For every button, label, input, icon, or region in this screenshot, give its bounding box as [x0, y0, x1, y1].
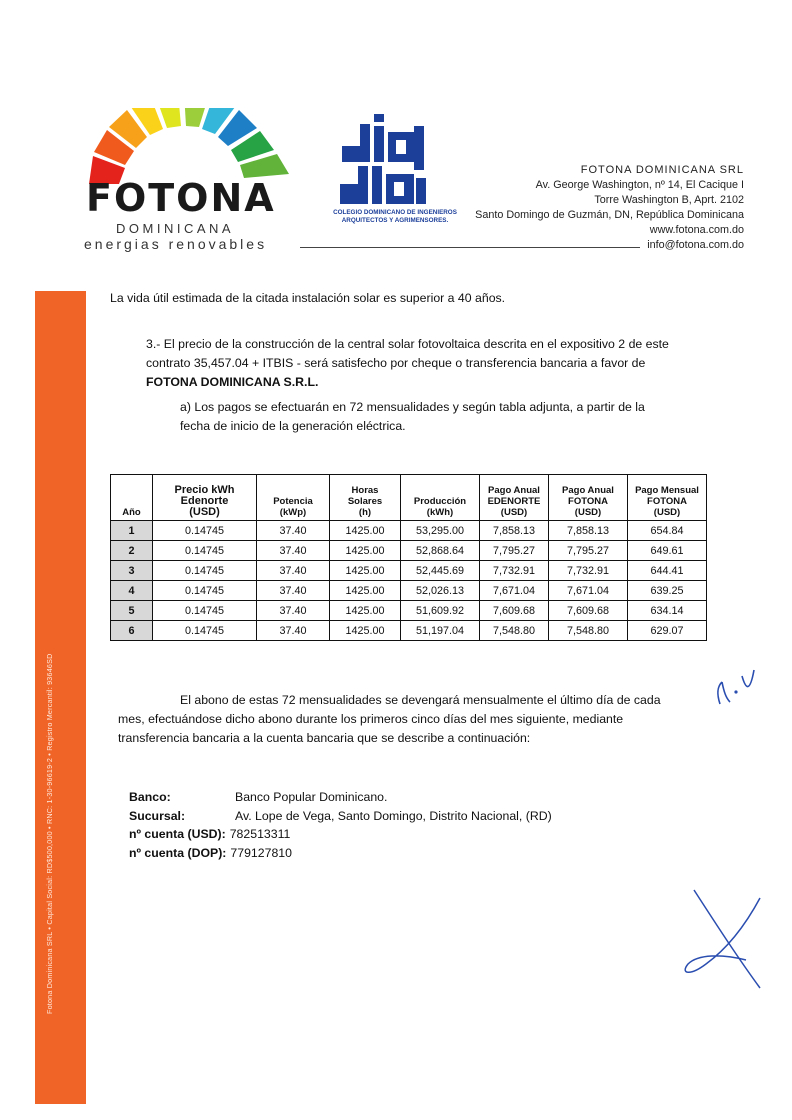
col-annual-fotona: Pago Anual FOTONA (USD) — [549, 475, 628, 521]
paragraph-price-company: FOTONA DOMINICANA S.R.L. — [146, 375, 319, 389]
cell-monthly-fotona: 629.07 — [628, 621, 707, 641]
cell-annual-edenorte: 7,671.04 — [480, 581, 549, 601]
company-email: info@fotona.com.do — [647, 239, 744, 251]
bank-row — [129, 788, 552, 807]
usd-account-value: 782513311 — [229, 827, 291, 841]
col-monthly-fotona: Pago Mensual FOTONA (USD) — [628, 475, 707, 521]
cell-year: 4 — [111, 581, 153, 601]
bank-label: Banco: — [129, 790, 171, 804]
cell-monthly-fotona: 649.61 — [628, 541, 707, 561]
paragraph-price — [146, 335, 669, 392]
cell-price: 0.14745 — [153, 621, 257, 641]
cell-year: 5 — [111, 601, 153, 621]
cross-signature-icon — [676, 884, 776, 994]
cell-annual-fotona: 7,732.91 — [549, 561, 628, 581]
paragraph-payments — [180, 398, 645, 436]
usd-account-label: nº cuenta (USD): — [129, 827, 226, 841]
table-row — [111, 541, 707, 561]
seal-caption-1: COLEGIO DOMINICANO DE INGENIEROS — [333, 209, 457, 216]
table-row — [111, 601, 707, 621]
company-website: www.fotona.com.do — [649, 224, 744, 236]
cell-power: 37.40 — [257, 601, 330, 621]
paragraph-monthly-line-2: mes, efectuándose dicho abono durante los primeros cinco días del mes siguiente, mediante — [118, 712, 624, 726]
cell-production: 52,868.64 — [401, 541, 480, 561]
initials-signature-icon — [706, 662, 766, 712]
address-line-3: Santo Domingo de Guzmán, DN, República Dominicana — [475, 209, 744, 221]
brand-word: FOTONA — [86, 176, 276, 220]
paragraph-monthly-line-3: transferencia bancaria a la cuenta bancaria que se describe a continuación: — [118, 731, 531, 745]
cell-annual-edenorte: 7,858.13 — [480, 521, 549, 541]
cell-production: 53,295.00 — [401, 521, 480, 541]
dop-account-row — [129, 844, 552, 863]
paragraph-lifetime: La vida útil estimada de la citada instalación solar es superior a 40 años. — [110, 291, 506, 305]
bank-value: Banco Popular Dominicano. — [235, 790, 388, 804]
cell-hours: 1425.00 — [330, 601, 401, 621]
col-hours: Horas Solares (h) — [330, 475, 401, 521]
table-row — [111, 521, 707, 541]
table-row — [111, 621, 707, 641]
cell-monthly-fotona: 644.41 — [628, 561, 707, 581]
cell-hours: 1425.00 — [330, 541, 401, 561]
col-power: Potencia (kWp) — [257, 475, 330, 521]
cell-price: 0.14745 — [153, 581, 257, 601]
cell-production: 52,026.13 — [401, 581, 480, 601]
cell-power: 37.40 — [257, 561, 330, 581]
paragraph-price-line-2: contrato 35,457.04 + ITBIS - será satisfecho por cheque o transferencia bancaria a favor de — [146, 356, 646, 370]
bank-details — [129, 788, 552, 862]
cell-annual-edenorte: 7,609.68 — [480, 601, 549, 621]
paragraph-payments-line-2: fecha de inicio de la generación eléctrica. — [180, 419, 406, 433]
dop-account-value: 779127810 — [230, 845, 292, 860]
cell-price: 0.14745 — [153, 541, 257, 561]
table-row — [111, 561, 707, 581]
cell-annual-fotona: 7,858.13 — [549, 521, 628, 541]
cell-monthly-fotona: 639.25 — [628, 581, 707, 601]
header-rule — [300, 247, 640, 248]
fotona-logo — [84, 108, 304, 253]
brand-sub: DOMINICANA — [116, 221, 235, 236]
company-address — [475, 163, 744, 253]
cell-year: 6 — [111, 621, 153, 641]
address-line-1: Av. George Washington, nº 14, El Cacique I — [535, 179, 744, 191]
col-price: Precio kWh Edenorte (USD) — [153, 475, 257, 521]
cdiaa-seal-icon — [330, 108, 460, 208]
seal-caption-2: ARQUITECTOS Y AGRIMENSORES. — [341, 217, 449, 224]
brand-tagline: energias renovables — [84, 236, 268, 252]
paragraph-payments-line-1: a) Los pagos se efectuarán en 72 mensualidades y según tabla adjunta, a partir de la — [180, 400, 645, 414]
cell-annual-edenorte: 7,732.91 — [480, 561, 549, 581]
cell-power: 37.40 — [257, 621, 330, 641]
table-row — [111, 581, 707, 601]
cell-annual-fotona: 7,609.68 — [549, 601, 628, 621]
usd-account-row — [129, 825, 552, 844]
cell-year: 2 — [111, 541, 153, 561]
cell-price: 0.14745 — [153, 521, 257, 541]
cell-annual-edenorte: 7,548.80 — [480, 621, 549, 641]
cell-annual-fotona: 7,671.04 — [549, 581, 628, 601]
branch-value: Av. Lope de Vega, Santo Domingo, Distrito Nacional, (RD) — [235, 808, 552, 823]
address-line-2: Torre Washington B, Aprt. 2102 — [594, 194, 744, 206]
paragraph-price-line-1: 3.- El precio de la construcción de la central solar fotovoltaica descrita en el expositivo 2 de este — [146, 337, 669, 351]
col-year: Año — [111, 475, 153, 521]
cell-monthly-fotona: 654.84 — [628, 521, 707, 541]
table-header-row — [111, 475, 707, 521]
cell-hours: 1425.00 — [330, 521, 401, 541]
payment-table — [110, 474, 707, 641]
cell-year: 3 — [111, 561, 153, 581]
cell-production: 51,197.04 — [401, 621, 480, 641]
side-band-text: Fotona Dominicana SRL • Capital Social: RD$500,000 • RNC: 1-30-96619-2 • Registro Mercantil: 93646SD — [45, 653, 54, 1014]
col-production: Producción (kWh) — [401, 475, 480, 521]
dop-account-label: nº cuenta (DOP): — [129, 845, 227, 860]
cell-hours: 1425.00 — [330, 621, 401, 641]
cell-power: 37.40 — [257, 581, 330, 601]
paragraph-monthly-line-1: El abono de estas 72 mensualidades se devengará mensualmente el último día de cada — [180, 693, 661, 707]
branch-label: Sucursal: — [129, 808, 186, 823]
cdiaa-seal — [330, 108, 460, 233]
cell-power: 37.40 — [257, 521, 330, 541]
cell-hours: 1425.00 — [330, 561, 401, 581]
cell-production: 51,609.92 — [401, 601, 480, 621]
cell-annual-edenorte: 7,795.27 — [480, 541, 549, 561]
branch-row — [129, 807, 552, 826]
company-name: FOTONA DOMINICANA SRL — [580, 164, 744, 176]
side-band — [35, 291, 86, 1104]
cell-annual-fotona: 7,795.27 — [549, 541, 628, 561]
cell-price: 0.14745 — [153, 561, 257, 581]
cell-price: 0.14745 — [153, 601, 257, 621]
cell-monthly-fotona: 634.14 — [628, 601, 707, 621]
col-annual-edenorte: Pago Anual EDENORTE (USD) — [480, 475, 549, 521]
paragraph-monthly — [118, 691, 661, 748]
cell-power: 37.40 — [257, 541, 330, 561]
cell-year: 1 — [111, 521, 153, 541]
cell-production: 52,445.69 — [401, 561, 480, 581]
cell-annual-fotona: 7,548.80 — [549, 621, 628, 641]
cell-hours: 1425.00 — [330, 581, 401, 601]
